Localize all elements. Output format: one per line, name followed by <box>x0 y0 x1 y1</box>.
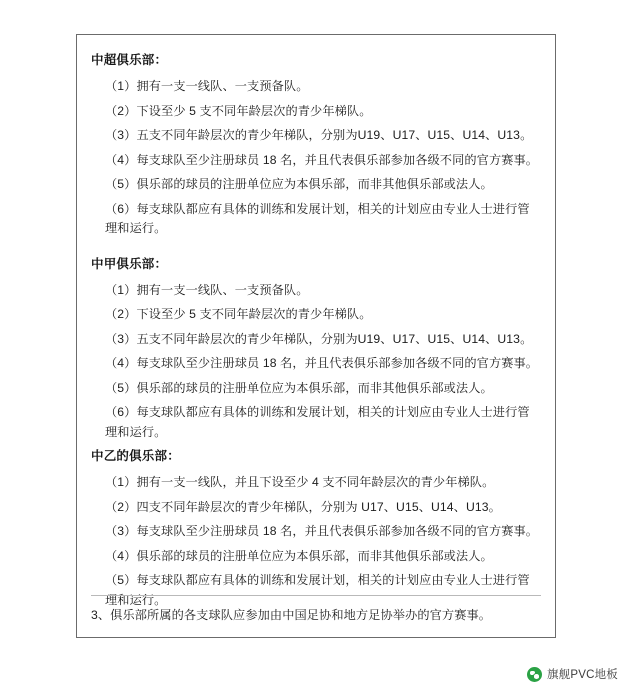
list-item: （6）每支球队都应有具体的训练和发展计划，相关的计划应由专业人士进行管理和运行。 <box>105 405 530 439</box>
wechat-official-account-icon <box>527 667 542 682</box>
list-item: （3）五支不同年龄层次的青少年梯队，分别为U19、U17、U15、U14、U13。 <box>105 331 533 346</box>
list-item: （3）五支不同年龄层次的青少年梯队，分别为U19、U17、U15、U14、U13。 <box>105 128 533 142</box>
list-item: （5）每支球队都应有具体的训练和发展计划，相关的计划应由专业人士进行管理和运行。 <box>105 573 530 607</box>
list-item: （1）拥有一支一线队、一支预备队。 <box>105 282 309 297</box>
section-jiaji-club <box>91 255 541 443</box>
section-title: 中乙的俱乐部： <box>91 449 180 463</box>
list-item: （6）每支球队都应有具体的训练和发展计划，相关的计划应由专业人士进行管理和运行。 <box>105 201 530 235</box>
footer-note-block <box>91 595 541 626</box>
watermark <box>527 666 618 682</box>
document-content-box <box>76 34 556 638</box>
list-item: （2）下设至少 5 支不同年龄层次的青少年梯队。 <box>105 103 372 118</box>
list-item: （4）每支球队至少注册球员 18 名，并且代表俱乐部参加各级不同的官方赛事。 <box>105 356 539 370</box>
section-spacer <box>91 244 541 255</box>
section-yiji-club <box>91 447 541 610</box>
list-item: （2）下设至少 5 支不同年龄层次的青少年梯队。 <box>105 307 372 321</box>
divider <box>91 595 541 596</box>
section-title: 中甲俱乐部： <box>91 256 168 271</box>
list-item: （1）拥有一支一线队，并且下设至少 4 支不同年龄层次的青少年梯队。 <box>105 475 495 489</box>
list-item: （2）四支不同年龄层次的青少年梯队，分别为 U17、U15、U14、U13。 <box>105 499 501 514</box>
watermark-label: 旗舰PVC地板 <box>546 669 618 681</box>
footer-note: 3、俱乐部所属的各支球队应参加由中国足协和地方足协举办的官方赛事。 <box>91 607 492 622</box>
list-item: （5）俱乐部的球员的注册单位应为本俱乐部，而非其他俱乐部或法人。 <box>105 177 493 191</box>
list-item: （4）俱乐部的球员的注册单位应为本俱乐部，而非其他俱乐部或法人。 <box>105 548 493 563</box>
list-item: （4）每支球队至少注册球员 18 名，并且代表俱乐部参加各级不同的官方赛事。 <box>105 152 539 167</box>
list-item: （5）俱乐部的球员的注册单位应为本俱乐部，而非其他俱乐部或法人。 <box>105 380 493 395</box>
section-chaoji-club <box>91 51 541 239</box>
list-item: （1）拥有一支一线队、一支预备队。 <box>105 79 309 93</box>
section-title: 中超俱乐部： <box>91 53 168 67</box>
list-item: （3）每支球队至少注册球员 18 名，并且代表俱乐部参加各级不同的官方赛事。 <box>105 524 539 538</box>
